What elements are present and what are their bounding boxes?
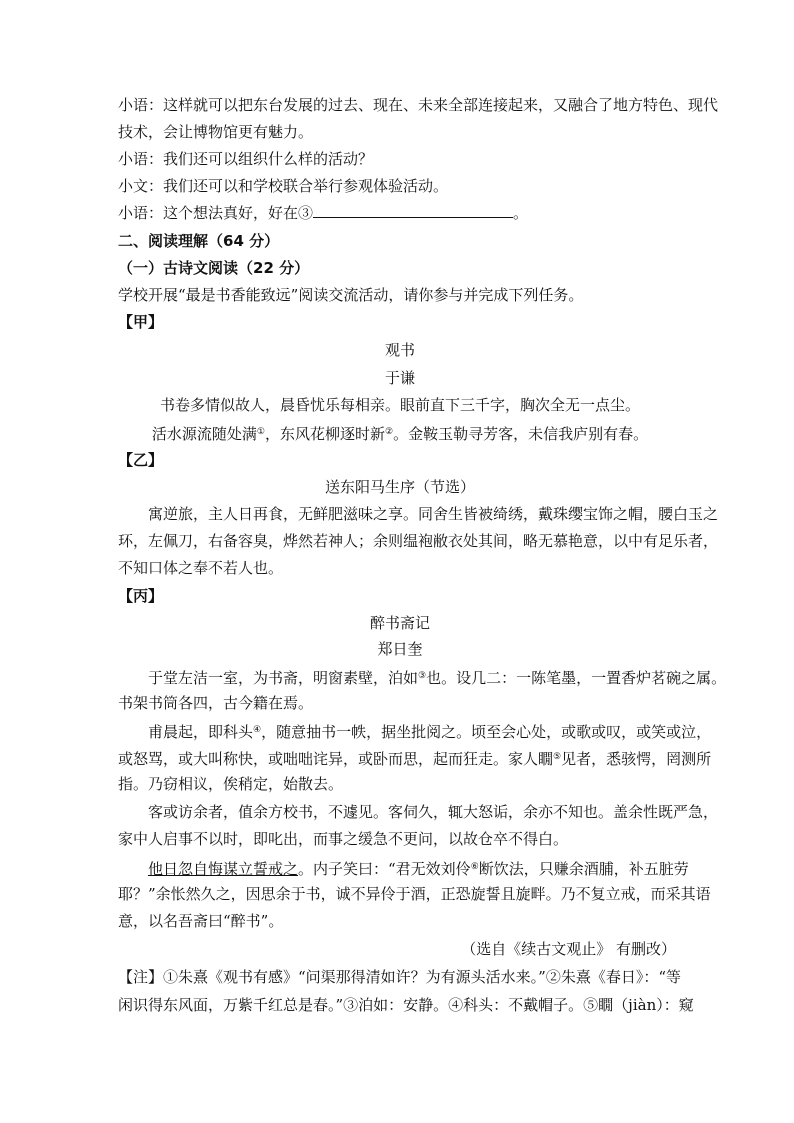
poem-title: 观书 (384, 341, 415, 359)
passage-line (118, 857, 689, 879)
poem-line: 书卷多情似故人，晨昏忧乐每相亲。眼前直下三千字，胸次全无一点尘。 (159, 396, 640, 414)
passage-line: 不知口体之奉不若人也。 (118, 559, 284, 577)
passage-text: 也。设几二：一陈笔墨，一置香炉茗碗之属。 (426, 669, 727, 687)
passage-line: 意，以名吾斋曰“醉书”。 (118, 912, 284, 930)
passage-line: 寓逆旅，主人日再食，无鲜肥滋味之享。同舍生皆被绮绣，戴珠缨宝饰之帽，腰白玉之 (148, 505, 719, 523)
passage-line: 书架书筒各四，古今籍在焉。 (118, 694, 314, 712)
dialogue-line: 小语：我们还可以组织什么样的活动？ (118, 150, 374, 168)
passage-title: 送东阳马生序（节选） (324, 478, 475, 496)
notes-line: 【注】①朱熹《观书有感》“问渠那得清如许？为有源头活水来。”②朱熹《春日》：“等 (118, 968, 682, 986)
answer-blank[interactable] (313, 203, 513, 218)
text-tag-bing: 【丙】 (118, 587, 164, 605)
poem-line (118, 422, 682, 444)
passage-line: 客或访余者，值余方校书，不遽见。客伺久，辄大怒诟，余亦不知也。盖余性既严急， (148, 803, 719, 821)
dialogue-line-with-blank (118, 203, 682, 223)
passage-text: ，随意抽书一帙，据坐批阅之。顷至会心处，或歌或叹，或笑或泣， (261, 723, 712, 741)
passage-title: 醉书斋记 (369, 614, 430, 632)
passage-author: 郑日奎 (377, 640, 423, 658)
passage-text: 或怒骂，或大叫称快，或咄咄诧异，或卧而思，起而狂走。家人瞯 (118, 750, 554, 768)
source-citation: （选自《续古文观止》 有删改） (461, 940, 676, 958)
text-tag-yi: 【乙】 (118, 451, 164, 469)
passage-line: 耶？”余怅然久之，因思余于书，诚不异伶于酒，正恐旋誓且旋畔。乃不复立戒，而采其语 (118, 885, 711, 903)
notes-line: 闲识得东风面，万紫千红总是春。”③泊如：安静。④科头：不戴帽子。⑤瞯（jiàn）：窥 (118, 996, 694, 1014)
poem-text: ，东风花柳逐时新 (264, 425, 385, 443)
poem-author: 于谦 (384, 369, 415, 387)
footnote-marker: ① (256, 427, 265, 437)
footnote-marker: ② (385, 427, 394, 437)
passage-text: 甫晨起，即科头 (148, 723, 254, 741)
poem-text: 。金鞍玉勒寻芳客，未信我庐别有春。 (393, 425, 649, 443)
section-title: 二、阅读理解（64 分） (118, 232, 280, 250)
dialogue-line: 小语：这样就可以把东台发展的过去、现在、未来全部连接起来，又融合了地方特色、现代 (118, 96, 719, 114)
subsection-title: （一）古诗文阅读（22 分） (118, 259, 310, 277)
footnote-marker: ⑥ (470, 862, 479, 872)
passage-line (118, 720, 712, 742)
passage-line: 环，左佩刀，右备容臭，烨然若神人；余则缊袍敝衣处其间，略无慕艳意，以中有足乐者， (118, 532, 719, 550)
dialogue-text: 。 (513, 204, 529, 222)
dialogue-line: 技术，会让博物馆更有魅力。 (118, 123, 314, 141)
footnote-marker: ③ (418, 671, 427, 681)
task-intro: 学校开展“最是书香能致远”阅读交流活动，请你参与并完成下列任务。 (118, 286, 584, 304)
passage-line (118, 747, 712, 769)
underlined-sentence: 他日忽自悔谋立誓戒之 (148, 860, 299, 878)
passage-text: 。内子笑曰：“君无效刘伶 (298, 860, 471, 878)
footnote-marker: ④ (253, 725, 262, 735)
dialogue-line: 小文：我们还可以和学校联合举行参观体验活动。 (118, 177, 449, 195)
passage-line: 指。乃窃相议，俟稍定，始散去。 (118, 775, 344, 793)
passage-line (118, 666, 727, 688)
poem-text: 活水源流随处满 (151, 425, 257, 443)
passage-text: 见者，悉骇愕，罔测所 (561, 750, 712, 768)
passage-text: 断饮法，只赚余酒脯，补五脏劳 (478, 860, 689, 878)
text-tag-jia: 【甲】 (118, 313, 164, 331)
footnote-marker: ⑤ (553, 752, 562, 762)
passage-text: 于堂左洁一室，为书斋，明窗素壁，泊如 (148, 669, 419, 687)
passage-line: 家中人启事不以时，即叱出，而事之缓急不更问，以故仓卒不得白。 (118, 830, 569, 848)
dialogue-text: 小语：这个想法真好，好在③ (118, 204, 314, 222)
